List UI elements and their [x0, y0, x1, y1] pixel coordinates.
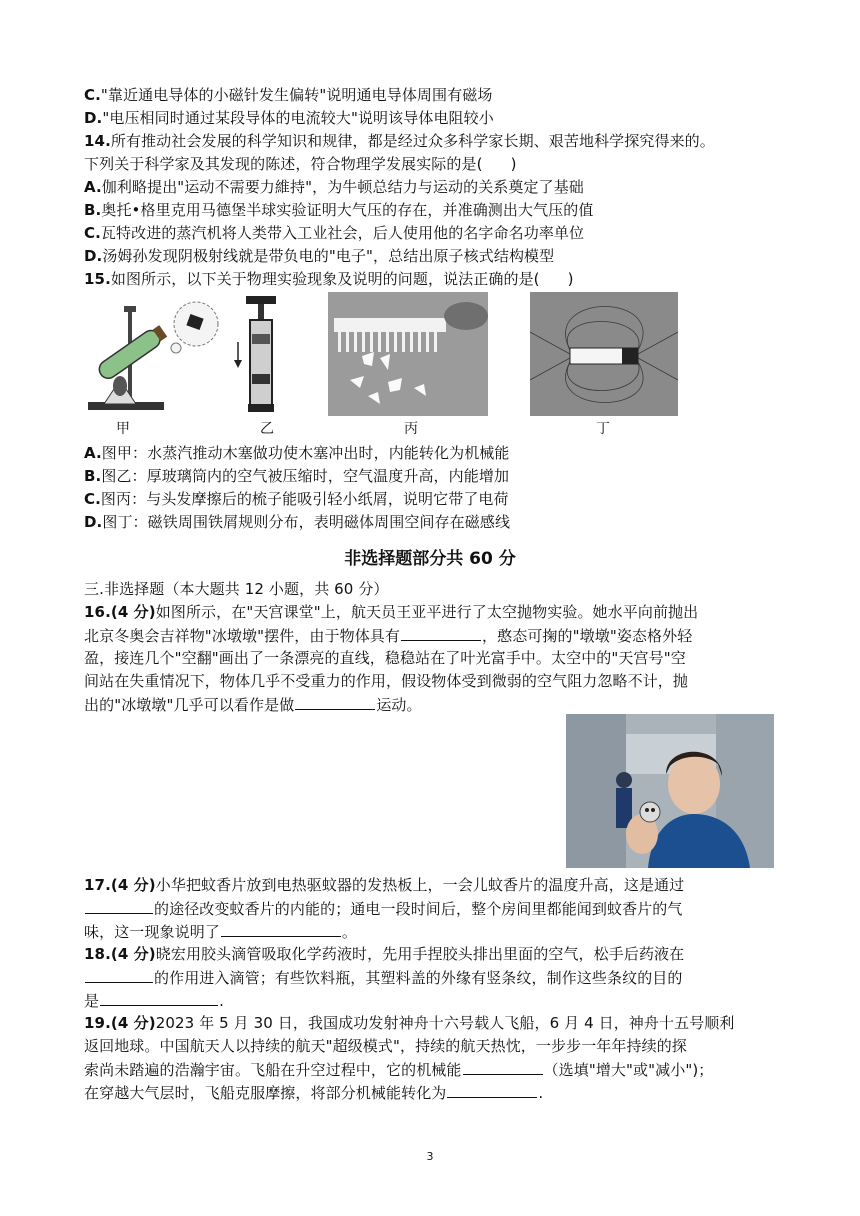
q19-line-1: 19.(4 分)2023 年 5 月 30 日，我国成功发射神舟十六号载人飞船，6 月 4 日，神舟十五号顺利	[84, 1014, 735, 1032]
q19-line-2: 返回地球。中国航天人以持续的航天"超级模式"，持续的航天热忱，一步步一年年持续的探	[84, 1037, 687, 1055]
q14-option-b: B.奥托•格里克用马德堡半球实验证明大气压的存在，并准确测出大气压的值	[84, 201, 594, 219]
q13-option-c: C."靠近通电导体的小磁针发生偏转"说明通电导体周围有磁场	[84, 86, 493, 104]
q19-blank-1[interactable]	[463, 1058, 543, 1075]
astronaut-photo	[566, 714, 774, 868]
q15-option-a: A.图甲：水蒸汽推动木塞做功使木塞冲出时，内能转化为机械能	[84, 444, 510, 462]
q17-blank-2[interactable]	[221, 920, 341, 937]
figure-yi-caption: 乙	[260, 421, 274, 437]
q15-option-b: B.图乙：厚玻璃筒内的空气被压缩时，空气温度升高，内能增加	[84, 467, 510, 485]
figure-ding-caption: 丁	[596, 421, 610, 437]
q19-line-4: 在穿越大气层时，飞船克服摩擦，将部分机械能转化为 .	[84, 1081, 543, 1104]
section-title: 非选择题部分共 60 分	[344, 549, 516, 569]
page-number: 3	[426, 1150, 434, 1163]
q16-line-2: 北京冬奥会吉祥物"冰墩墩"摆件，由于物体具有 ，憨态可掬的"墩墩"姿态格外轻	[84, 624, 692, 647]
figure-bing-comb	[328, 292, 488, 416]
figure-bing-caption: 丙	[404, 421, 418, 437]
q14-stem-2: 下列关于科学家及其发现的陈述，符合物理学发展实际的是( )	[84, 155, 517, 173]
q16-blank-2[interactable]	[295, 693, 375, 710]
q18-blank-2[interactable]	[100, 989, 218, 1006]
q18-line-1: 18.(4 分)晓宏用胶头滴管吸取化学药液时，先用手捏胶头排出里面的空气，松手后药液在	[84, 945, 685, 963]
q17-line-3: 味，这一现象说明了 。	[84, 920, 357, 943]
q14-option-d: D.汤姆孙发现阴极射线就是带负电的"电子"，总结出原子核式结构模型	[84, 247, 555, 265]
q15-option-d: D.图丁：磁铁周围铁屑规则分布，表明磁体周围空间存在磁感线	[84, 513, 511, 531]
figure-jia-caption: 甲	[116, 421, 130, 437]
q18-line-2: 的作用进入滴管；有些饮料瓶，其塑料盖的外缘有竖条纹，制作这些条纹的目的	[84, 966, 683, 989]
q14-stem: 14.所有推动社会发展的科学知识和规律，都是经过众多科学家长期、艰苦地科学探究得来的。	[84, 132, 715, 150]
figure-ding-magnet	[530, 292, 678, 416]
q19-blank-2[interactable]	[447, 1081, 537, 1098]
q19-line-3: 索尚未踏遍的浩瀚宇宙。飞船在升空过程中，它的机械能 （选填"增大"或"减小")；	[84, 1058, 713, 1081]
q15-option-c: C.图丙：与头发摩擦后的梳子能吸引轻小纸屑，说明它带了电荷	[84, 490, 509, 508]
q15-figures	[84, 292, 684, 442]
q18-blank-1[interactable]	[85, 966, 153, 983]
q18-line-3: 是 .	[84, 989, 224, 1012]
q17-line-1: 17.(4 分)小华把蚊香片放到电热驱蚊器的发热板上，一会儿蚊香片的温度升高，这是通过	[84, 876, 685, 894]
section-3-heading: 三.非选择题（本大题共 12 小题，共 60 分）	[84, 580, 389, 598]
q16-line-3: 盈，接连几个"空翻"画出了一条漂亮的直线，稳稳站在了叶光富手中。太空中的"天宫号"空	[84, 649, 686, 667]
q17-line-2: 的途径改变蚊香片的内能的；通电一段时间后，整个房间里都能闻到蚊香片的气	[84, 897, 683, 920]
q16-line-4: 间站在失重情况下，物体几乎不受重力的作用，假设物体受到微弱的空气阻力忽略不计，抛	[84, 672, 689, 690]
q17-blank-1[interactable]	[85, 897, 153, 914]
q16-line-1: 16.(4 分)如图所示，在"天宫课堂"上，航天员王亚平进行了太空抛物实验。她水平向前抛出	[84, 603, 699, 621]
figure-yi-cylinder	[232, 294, 292, 416]
astronaut-photo-illustration	[566, 714, 774, 868]
q14-option-c: C.瓦特改进的蒸汽机将人类带入工业社会，后人使用他的名字命名功率单位	[84, 224, 585, 242]
q16-blank-1[interactable]	[401, 624, 481, 641]
q15-stem: 15.如图所示，以下关于物理实验现象及说明的问题，说法正确的是( )	[84, 270, 574, 288]
figure-jia-test-tube	[84, 292, 224, 416]
q14-option-a: A.伽利略提出"运动不需要力維持"，为牛顿总结力与运动的关系奠定了基础	[84, 178, 584, 196]
q16-line-5: 出的"冰墩墩"几乎可以看作是做 运动。	[84, 693, 422, 716]
q13-option-d: D."电压相同时通过某段导体的电流较大"说明该导体电阻较小	[84, 109, 494, 127]
